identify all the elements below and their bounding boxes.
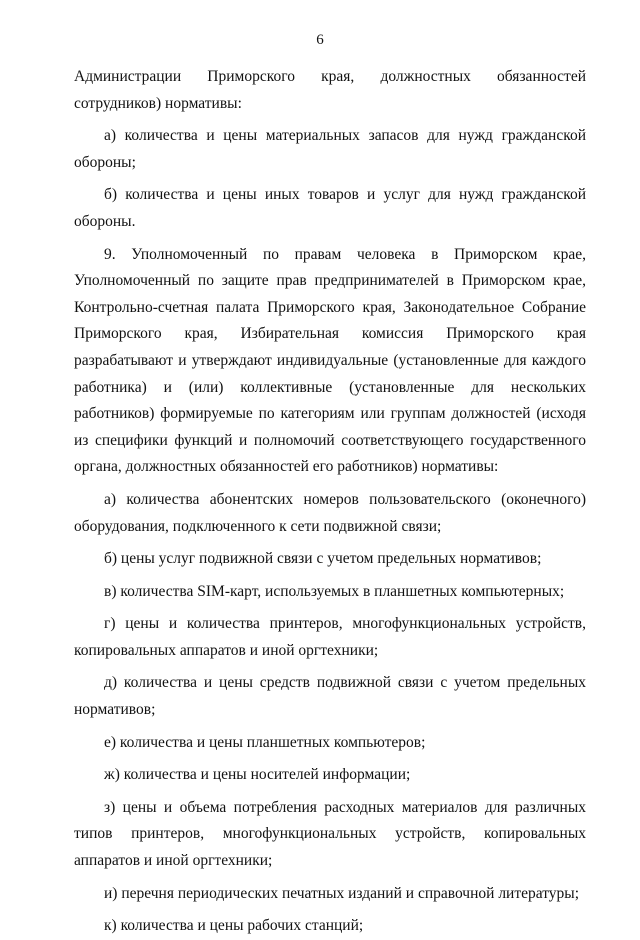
page-number: 6: [316, 32, 324, 48]
list-item-a-materials: а) количества и цены материальных запасов для нужд гражданской обороны;: [74, 127, 586, 171]
list-item-g-printers: г) цены и количества принтеров, многофункциональных устройств, копировальных аппаратов и иной оргтехники;: [74, 615, 586, 659]
list-item-z-consumables: з) цены и объема потребления расходных материалов для различных типов принтеров, многофункциональных устройств, копировальных аппаратов и иной оргтехники;: [74, 798, 586, 870]
paragraph-9: 9. Уполномоченный по правам человека в Приморском крае, Уполномоченный по защите прав предпринимателей в Приморском крае, Контрольно-счетная палата Приморского края, Законодательное Собрание Приморского края, Избирательная комиссия Приморского края разрабатывают и утверждают индивидуальные (установленные для каждого работника) и (или) коллективные (установленные для нескольких работников) формируемые по категориям или группам должностей (исходя из специфики функций и полномочий соответствующего государственного органа, должностных обязанностей его работников) нормативы:: [74, 245, 586, 476]
list-item-a-subscriber-numbers: а) количества абонентских номеров пользовательского (оконечного) оборудования, подключенного к сети подвижной связи;: [74, 490, 586, 535]
list-item-e-tablets: е) количества и цены планшетных компьютеров;: [104, 733, 426, 751]
paragraph-continuation: Администрации Приморского края, должностных обязанностей сотрудников) нормативы:: [74, 68, 586, 112]
list-item-i-periodicals: и) перечня периодических печатных изданий и справочной литературы;: [104, 884, 580, 902]
list-item-b-mobile-services: б) цены услуг подвижной связи с учетом предельных нормативов;: [104, 550, 542, 568]
list-item-k-workstations: к) количества и цены рабочих станций;: [104, 917, 364, 935]
list-item-v-sim-cards: в) количества SIM-карт, используемых в планшетных компьютерных;: [104, 582, 565, 600]
list-item-zh-storage-media: ж) количества и цены носителей информации;: [104, 766, 411, 784]
list-item-d-mobile-devices: д) количества и цены средств подвижной связи с учетом предельных нормативов;: [74, 674, 586, 719]
list-item-b-goods-services: б) количества и цены иных товаров и услуг для нужд гражданской обороны.: [74, 186, 586, 230]
document-body: [74, 64, 586, 940]
